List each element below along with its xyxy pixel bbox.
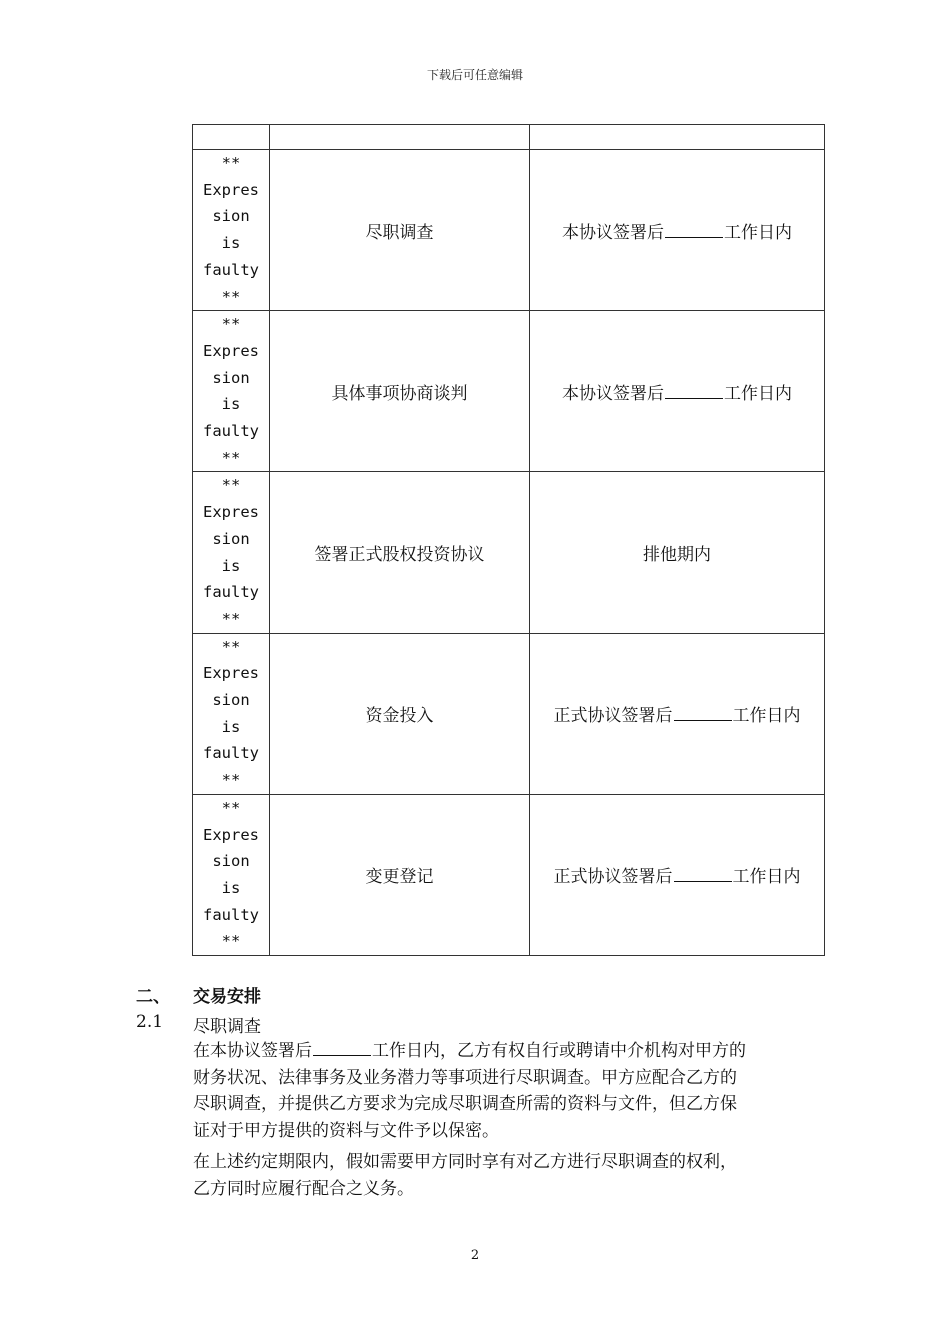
- paragraph-line: 财务状况、法律事务及业务潜力等事项进行尽职调查。甲方应配合乙方的: [193, 1067, 737, 1088]
- section-number: 二、: [136, 987, 170, 1007]
- table-row: [193, 150, 825, 311]
- blank-underline: [665, 220, 723, 238]
- step-number: ** Expres sion is faulty **: [203, 315, 259, 467]
- step-number: ** Expres sion is faulty **: [203, 637, 259, 790]
- step-number: ** Expres sion is faulty **: [203, 798, 259, 951]
- table-row: [193, 472, 825, 633]
- table-row: [193, 633, 825, 794]
- subsection-number: 2.1: [136, 1012, 164, 1032]
- step-number-cell: [193, 472, 270, 633]
- step-time-cell: [530, 472, 825, 633]
- step-number-cell: [193, 150, 270, 311]
- step-time-suffix: 工作日内: [732, 706, 801, 727]
- step-item: 具体事项协商谈判: [331, 383, 468, 404]
- step-time-cell: [530, 633, 825, 794]
- subsection-title: 尽职调查: [193, 1017, 261, 1037]
- paragraph-line: 乙方同时应履行配合之义务。: [193, 1178, 414, 1199]
- step-time-text: 正式协议签署后: [553, 867, 673, 888]
- blank-underline: [674, 864, 732, 882]
- step-time-text: 本协议签署后: [562, 222, 664, 243]
- step-item-cell: [270, 311, 530, 472]
- step-item: 变更登记: [365, 867, 434, 888]
- step-time-cell: [530, 311, 825, 472]
- step-item-cell: [270, 633, 530, 794]
- step-item: 尽职调查: [365, 222, 434, 243]
- section-heading: [136, 982, 261, 1007]
- step-number: ** Expres sion is faulty **: [203, 476, 259, 628]
- paragraph-line: 在上述约定期限内，假如需要甲方同时享有对乙方进行尽职调查的权利，: [193, 1152, 737, 1172]
- step-time-suffix: 工作日内: [724, 383, 792, 404]
- schedule-table: [192, 124, 825, 956]
- paragraph-line: 在本协议签署后 工作日内，乙方有权自行或聘请中介机构对甲方的: [193, 1038, 813, 1065]
- table-row: [193, 311, 825, 472]
- paragraph-mutual-diligence: [193, 1149, 813, 1202]
- step-item: 资金投入: [365, 706, 434, 727]
- step-time-cell: [530, 794, 825, 955]
- step-number: ** Expres sion is faulty **: [203, 154, 259, 306]
- step-item-cell: [270, 472, 530, 633]
- paragraph-due-diligence: [193, 1038, 813, 1144]
- page-number: 2: [470, 1248, 480, 1263]
- blank-underline: [674, 703, 732, 721]
- step-time-text: 排他期内: [643, 545, 711, 566]
- step-time-text: 本协议签署后: [562, 383, 664, 404]
- step-number-cell: [193, 311, 270, 472]
- step-item-cell: [270, 794, 530, 955]
- section-title: 交易安排: [193, 987, 261, 1007]
- step-number-cell: [193, 794, 270, 955]
- step-number-cell: [193, 633, 270, 794]
- header-cell: [270, 125, 530, 150]
- subsection-heading: [136, 1012, 261, 1037]
- header-cell: [530, 125, 825, 150]
- blank-underline: [313, 1038, 371, 1056]
- step-item-cell: [270, 150, 530, 311]
- paragraph-line: 证对于甲方提供的资料与文件予以保密。: [193, 1120, 499, 1141]
- blank-underline: [665, 381, 723, 399]
- table-header-row: [193, 125, 825, 150]
- header-cell: [193, 125, 270, 150]
- step-item: 签署正式股权投资协议: [314, 545, 485, 566]
- paragraph-line: 尽职调查，并提供乙方要求为完成尽职调查所需的资料与文件，但乙方保: [193, 1094, 737, 1115]
- table-row: [193, 794, 825, 955]
- step-time-suffix: 工作日内: [732, 867, 801, 888]
- page-header: 下载后可任意编辑: [426, 68, 523, 82]
- step-time-suffix: 工作日内: [724, 222, 792, 243]
- step-time-cell: [530, 150, 825, 311]
- step-time-text: 正式协议签署后: [553, 706, 673, 727]
